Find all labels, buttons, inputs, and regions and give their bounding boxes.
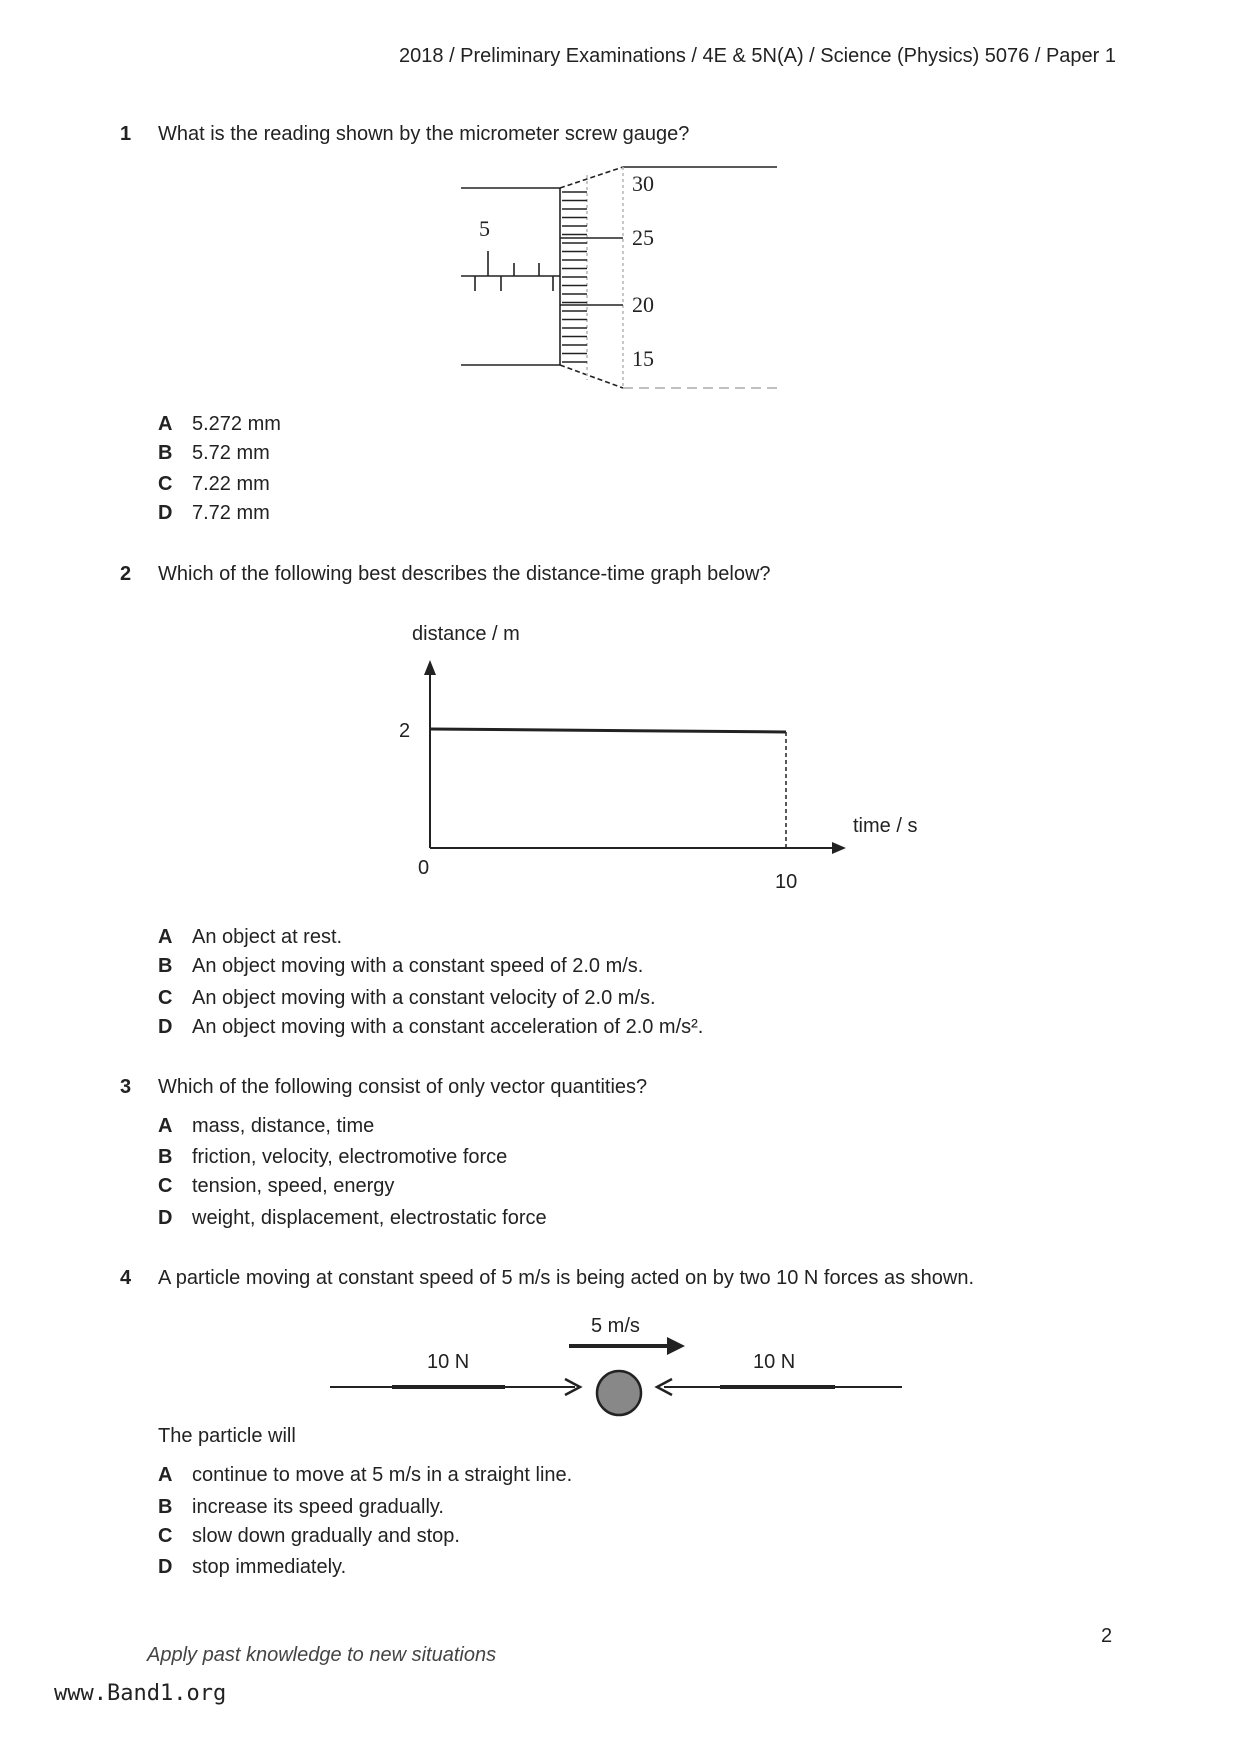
option-letter: B (158, 1146, 173, 1168)
option-letter: D (158, 502, 173, 524)
option-text: An object moving with a constant acceleration of 2.0 m/s². (192, 1016, 704, 1038)
x-tick-label: 10 (775, 871, 798, 893)
option-text: An object moving with a constant speed of 2.0 m/s. (192, 955, 644, 977)
question-text: A particle moving at constant speed of 5 m/s is being acted on by two 10 N forces as shown. (158, 1267, 974, 1289)
option-text: friction, velocity, electromotive force (192, 1146, 508, 1168)
option-letter: B (158, 1496, 173, 1518)
particle (597, 1371, 641, 1415)
question-text: What is the reading shown by the micrometer screw gauge? (158, 123, 690, 145)
option-letter: A (158, 1115, 173, 1137)
option-letter: A (158, 1464, 173, 1486)
option-letter: B (158, 955, 173, 977)
option-letter: C (158, 1175, 173, 1197)
origin-label: 0 (418, 857, 430, 879)
thimble-label: 25 (632, 225, 654, 250)
option-text: stop immediately. (192, 1556, 347, 1578)
question-number: 4 (120, 1267, 132, 1289)
option-letter: A (158, 413, 173, 435)
thimble-label: 30 (632, 171, 654, 196)
thimble-label: 15 (632, 346, 654, 371)
question-number: 3 (120, 1076, 132, 1098)
question-number: 1 (120, 123, 132, 145)
speed-label: 5 m/s (591, 1315, 640, 1337)
x-axis-label: time / s (853, 815, 918, 837)
page-header: 2018 / Preliminary Examinations / 4E & 5N(A) / Science (Physics) 5076 / Paper 1 (399, 45, 1116, 67)
option-letter: A (158, 926, 173, 948)
question-number: 2 (120, 563, 132, 585)
y-axis-label: distance / m (412, 623, 520, 645)
page-number: 2 (1101, 1625, 1113, 1647)
option-text: 5.272 mm (192, 413, 281, 435)
option-text: continue to move at 5 m/s in a straight line. (192, 1464, 573, 1486)
velocity-arrow-icon (667, 1337, 685, 1355)
option-text: 7.22 mm (192, 473, 270, 495)
option-text: mass, distance, time (192, 1115, 375, 1137)
option-letter: C (158, 1525, 173, 1547)
option-letter: D (158, 1207, 173, 1229)
option-letter: C (158, 987, 173, 1009)
website-watermark: www.Band1.org (54, 1681, 227, 1706)
option-letter: B (158, 442, 173, 464)
option-text: 5.72 mm (192, 442, 270, 464)
option-text: weight, displacement, electrostatic force (192, 1207, 547, 1229)
question-text: Which of the following best describes the distance-time graph below? (158, 563, 771, 585)
option-text: An object at rest. (192, 926, 343, 948)
svg-text:5: 5 (479, 216, 490, 241)
y-tick-label: 2 (399, 720, 411, 742)
x-arrow-icon (832, 842, 846, 854)
right-force-label: 10 N (753, 1351, 796, 1373)
left-force-label: 10 N (427, 1351, 470, 1373)
footer-motto: Apply past knowledge to new situations (147, 1644, 497, 1666)
option-letter: D (158, 1556, 173, 1578)
option-text: increase its speed gradually. (192, 1496, 444, 1518)
option-text: tension, speed, energy (192, 1175, 395, 1197)
option-text: An object moving with a constant velocity of 2.0 m/s. (192, 987, 656, 1009)
option-text: slow down gradually and stop. (192, 1525, 460, 1547)
thimble-label: 20 (632, 292, 654, 317)
question-text: Which of the following consist of only vector quantities? (158, 1076, 648, 1098)
option-letter: D (158, 1016, 173, 1038)
question-stem: The particle will (158, 1425, 296, 1447)
option-text: 7.72 mm (192, 502, 270, 524)
option-letter: C (158, 473, 173, 495)
y-arrow-icon (424, 660, 436, 675)
data-line (430, 729, 786, 732)
